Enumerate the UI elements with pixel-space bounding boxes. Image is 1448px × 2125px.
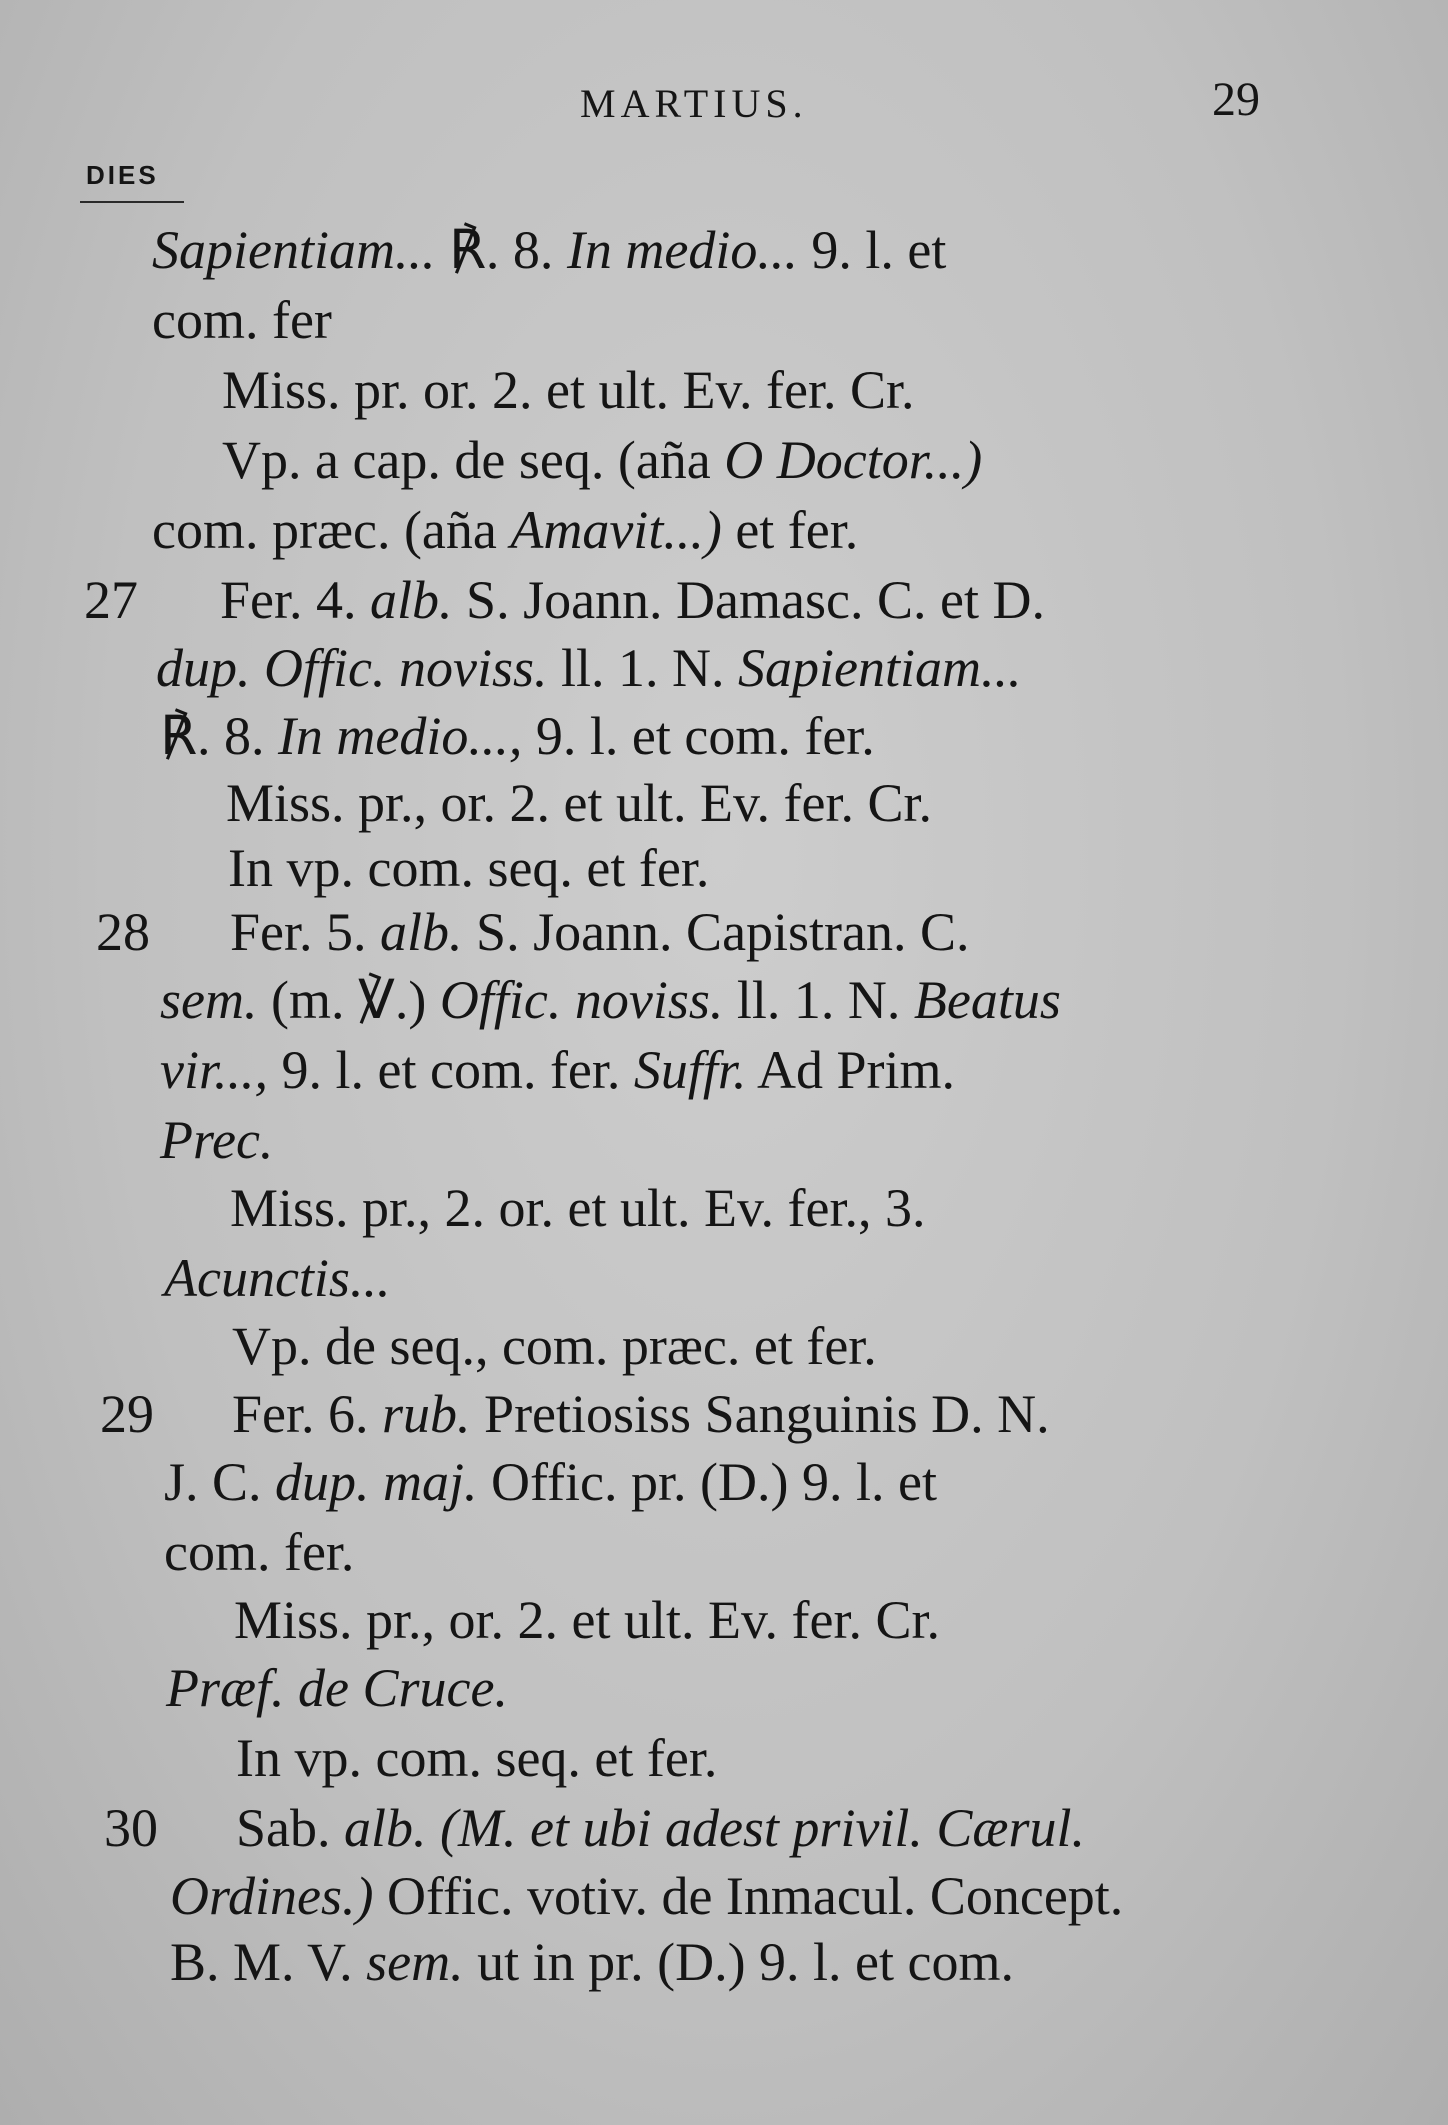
- day-number-27: 27: [84, 570, 138, 630]
- dies-underline: [80, 201, 184, 203]
- text-segment: Miss. pr., 2. or. et ult. Ev. fer., 3.: [230, 1178, 926, 1238]
- text-segment: alb.: [370, 570, 453, 630]
- text-line: [170, 1927, 1014, 1997]
- text-segment: ℟. 8.: [160, 706, 278, 766]
- text-segment: Sab.: [236, 1798, 344, 1858]
- text-segment: Præf. de Cruce.: [166, 1658, 508, 1718]
- text-segment: dup. Offic. noviss.: [156, 638, 548, 698]
- text-segment: rub.: [382, 1384, 471, 1444]
- text-segment: Offic. pr. (D.) 9. l. et: [477, 1452, 937, 1512]
- text-segment: Prec.: [160, 1110, 274, 1170]
- text-line: [164, 1517, 354, 1587]
- text-line: [164, 1447, 937, 1517]
- text-segment: Sapientiam...: [738, 638, 1022, 698]
- text-line: [220, 565, 1045, 635]
- text-line: [160, 965, 1061, 1035]
- text-segment: Beatus: [913, 970, 1061, 1030]
- text-line: [160, 1105, 273, 1175]
- text-segment: sem.: [366, 1932, 464, 1992]
- text-segment: ℟. 8.: [435, 220, 567, 280]
- text-line: [152, 495, 858, 565]
- text-line: [236, 1793, 1085, 1863]
- day-number-29: 29: [100, 1384, 154, 1444]
- dies-label: DIES: [86, 160, 159, 190]
- day-number-30: 30: [104, 1798, 158, 1858]
- text-segment: Fer. 4.: [220, 570, 371, 630]
- text-segment: ll. 1. N.: [547, 638, 738, 698]
- text-segment: Suffr.: [633, 1040, 747, 1100]
- text-line: [152, 285, 332, 355]
- text-segment: Vp. a cap. de seq. (aña: [222, 430, 725, 490]
- text-segment: S. Joann. Damasc. C. et D.: [452, 570, 1045, 630]
- text-segment: Amavit...): [510, 500, 722, 560]
- text-segment: Fer. 6.: [232, 1384, 383, 1444]
- text-segment: com. fer.: [164, 1522, 355, 1582]
- text-segment: 9. l. et com. fer.: [268, 1040, 634, 1100]
- text-line: [232, 1311, 877, 1381]
- text-segment: In vp. com. seq. et fer.: [236, 1728, 718, 1788]
- text-line: [230, 897, 970, 967]
- text-segment: In medio...,: [277, 706, 523, 766]
- text-segment: O Doctor...): [724, 430, 983, 490]
- text-segment: Ad Prim.: [746, 1040, 955, 1100]
- text-line: [170, 1861, 1123, 1931]
- text-line: [156, 633, 1021, 703]
- text-line: [234, 1585, 940, 1655]
- text-segment: J. C.: [164, 1452, 276, 1512]
- text-segment: Fer. 5.: [230, 902, 381, 962]
- text-segment: ut in pr. (D.) 9. l. et com.: [463, 1932, 1014, 1992]
- text-line: [230, 1173, 925, 1243]
- text-segment: In vp. com. seq. et fer.: [228, 838, 710, 898]
- page-number: 29: [1212, 73, 1260, 126]
- text-segment: alb. (M. et ubi adest privil. Cærul.: [344, 1798, 1085, 1858]
- text-segment: Miss. pr., or. 2. et ult. Ev. fer. Cr.: [226, 773, 932, 833]
- text-segment: Offic. votiv. de Inmacul. Concept.: [373, 1866, 1124, 1926]
- text-segment: S. Joann. Capistran. C.: [462, 902, 970, 962]
- text-segment: com. præc. (aña: [152, 500, 511, 560]
- text-segment: com. fer: [152, 290, 332, 350]
- text-segment: Vp. de seq., com. præc. et fer.: [232, 1316, 877, 1376]
- text-segment: Sapientiam...: [152, 220, 436, 280]
- day-number-28: 28: [96, 902, 150, 962]
- text-line: [164, 1243, 390, 1313]
- text-line: [222, 355, 914, 425]
- text-segment: (m. ℣.): [257, 970, 440, 1030]
- text-segment: alb.: [380, 902, 463, 962]
- text-segment: Miss. pr., or. 2. et ult. Ev. fer. Cr.: [234, 1590, 940, 1650]
- running-head: [0, 70, 1448, 130]
- text-line: [166, 1653, 508, 1723]
- text-segment: vir...,: [160, 1040, 268, 1100]
- text-line: [228, 833, 709, 903]
- text-segment: In medio...: [566, 220, 798, 280]
- text-segment: Acunctis...: [164, 1248, 391, 1308]
- text-line: [160, 701, 875, 771]
- text-segment: B. M. V.: [170, 1932, 367, 1992]
- text-segment: Pretiosiss Sanguinis D. N.: [470, 1384, 1050, 1444]
- text-line: [226, 768, 932, 838]
- text-segment: 9. l. et: [797, 220, 947, 280]
- text-line: [152, 215, 946, 285]
- text-segment: Ordines.): [170, 1866, 374, 1926]
- text-line: [160, 1035, 955, 1105]
- text-segment: Offic. noviss.: [439, 970, 724, 1030]
- text-line: [232, 1379, 1050, 1449]
- running-title: MARTIUS.: [580, 81, 808, 126]
- text-segment: et fer.: [721, 500, 859, 560]
- text-line: [222, 425, 982, 495]
- text-line: [236, 1723, 717, 1793]
- text-segment: Miss. pr. or. 2. et ult. Ev. fer. Cr.: [222, 360, 915, 420]
- text-segment: dup. maj.: [275, 1452, 478, 1512]
- text-segment: ll. 1. N.: [723, 970, 914, 1030]
- text-segment: sem.: [160, 970, 258, 1030]
- text-segment: 9. l. et com. fer.: [522, 706, 875, 766]
